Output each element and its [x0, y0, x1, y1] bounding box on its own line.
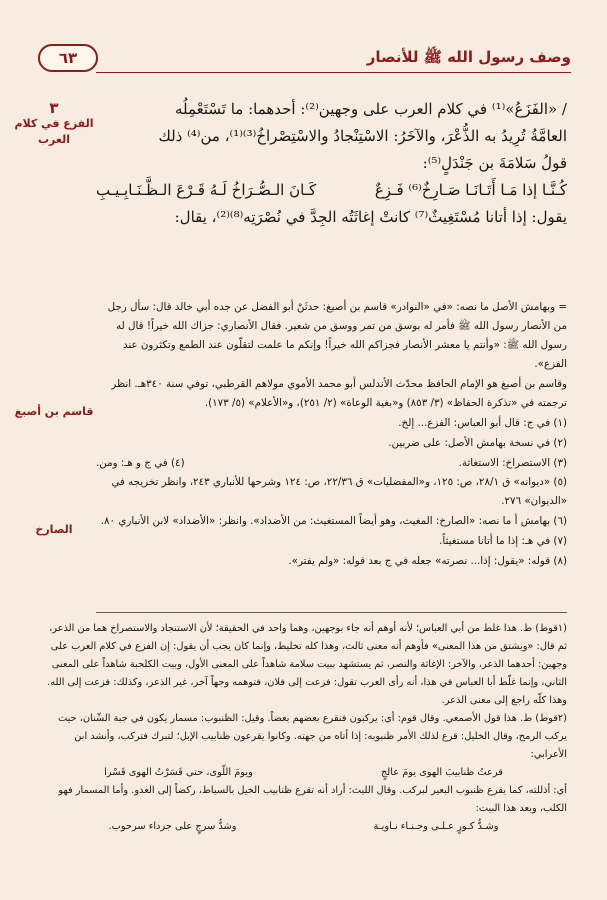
margin-entry-heading: [14, 100, 94, 148]
commentary-2: (٢قوط) ط. هذا قول الأصمعي. وقال قوم: أي: يركبون فنقرع بعضهم بعضاً. وقيل: الظنبوب: مسمار يكون في جبة السِّنان، حيث يركب الرمح، وقال الخليل: قرع لذلك الأمر ظنبوبه: إذا أتاه من جهته. وكانوا يقرعون ظنابيب الإبل؛ لتبرك فتركب، وأنشد ابن الأعرابي:: [57, 713, 567, 760]
page-header: [38, 40, 571, 80]
main-text: [96, 96, 567, 231]
footnote-divider: [96, 612, 567, 613]
footnote-5: (٥) «ديوانه» ق ٢٨/١، ص: ١٢٥، و«المفضليات» ق ٢٢/٣٦، ص: ١٢٤ وشرحها للأنباري ٢٤٣، وانظر تخريجه في «الديوان» ٢٧٦.: [111, 476, 567, 507]
commentary-notes: [40, 620, 567, 836]
footnote-qasim: وقاسم بن أصبغ هو الإمام الحافظ محدّث الأندلس أبو محمد الأموي مولاهم القرطبي، توفي سنة ٣٤٠هـ. انظر ترجمته في «تذكرة الحفاظ» (٣/ ٨٥٣) و«بغية الوعاة» (٢/ ٢٥١)، و«الأعلام» (٥/ ١٧٣).: [111, 378, 567, 409]
footnote-6: (٦) بهامش أ ما نصه: «الصارخ: المغيث، وهو أيضاً المستغيث: من الأضداد». وانظر: «الأضداد» لابن الأنباري ٨٠.: [100, 515, 567, 527]
commentary-verse: [40, 764, 567, 782]
footnote-3: (٣) الاستصراخ: الاستغاثة.: [458, 457, 567, 469]
main-line: قولُ سَلامَةَ بن جَنْدَلٍ⁽⁵⁾:: [422, 154, 567, 172]
footnote-row: [96, 454, 567, 473]
commentary-3: أي: أذللته، كما يقرع ظنبوب البعير لبركب. وقال الليث: أراد أنه تقرع ظنابيب الخيل بالسياط، ركضاً إلى العدو. وأما المسمار فهو الكلب، وبعد هذا البيت:: [58, 785, 567, 814]
main-line: يقول: إذا أتانا مُسْتَغِيثٌ⁽⁷⁾ كانتْ إغاثَتُه الجِدَّ في نُصْرَتِه⁽⁸⁾⁽²⁾، يقال:: [174, 208, 567, 226]
verse-hemistich-first: كُـنَّـا إذا مَـا أَتَـانَـا صَـارِخٌ⁽⁶⁾ فَـزِعٌ: [374, 181, 567, 199]
commentary-1: (١قوط) ط. هذا غلط من أبي العباس؛ لأنه أوهم أنه جاء بوجهين، وهما واحد في الحقيقة؛ لأن الاستنجاد والاستصراخ هما من الذعر، ثم قال: «ويشتق من هذا المعنى» فأوهم أنه معنى ثالث، وهذا كله تخليط، وإنما كان يجب أن يقول: إن الفزع في كلام العرب على وجهين: أحدهما الذعر، والآخر: الإغاثة والنصر، ثم يستشهد ببيت سلامة شاهداً على المعنى الأول، وبيت الكلحبة شاهداً على المعنى الثاني، وإنما غلّط أبا العباس في هذا، أنه رأى العرب تقول: فزعت إلى فلان، فتوهمه وجهاً آخر، غير الذعر، وكذلك: فزعت إلى الله. وهذا كلّه راجع إلى معنى الذعر.: [47, 623, 567, 706]
running-title: وصف رسول الله ﷺ للأنصار: [366, 48, 571, 66]
header-rule: [96, 72, 571, 73]
footnotes: [96, 298, 567, 572]
entry-title: الفزع في كلام العرب: [14, 117, 94, 146]
footnote-7: (٧) في هـ: إذا ما أتانا مستغيثاً.: [439, 535, 567, 547]
verse-hemistich-first: وشـدُّ كـورٍ عـلـى وجـنـاء نـاويـة: [373, 821, 499, 832]
entry-number: ٣: [49, 99, 59, 117]
page-number-badge: ٦٣: [38, 44, 98, 72]
footnote-1: (١) في ج: قال أبو العباس: الفزع... إلخ.: [398, 417, 567, 429]
verse-hemistich-second: ويومَ اللّوى، حتى قَسَرْتُ الهوى قَسْرا: [104, 767, 253, 778]
margin-note-sarikh: الصارخ: [35, 523, 73, 536]
verse-hemistich-second: وشدُّ سرجٍ على جرداء سرحوب.: [108, 821, 237, 832]
footnote-4: (٤) في ج و هـ: ومن.: [96, 457, 185, 469]
footnote-8: (٨) قوله: «يقول: إذا... نصرته» جعله في ج بعد قوله: «ولم يفتر».: [288, 555, 567, 567]
verse-hemistich-second: كَـانَ الـصُّـرَاخُ لَـهُ قَـرْعَ الـظَّـنَـابِـيـبِ: [96, 181, 317, 199]
footnote-continuation: = وبهامش الأصل ما نصه: «في «النوادر» قاسم بن أصبغ: حدثَنْ أبو الفضل عن جده أبي خالد قال: سأل رجل من الأنصار رسول الله ﷺ فأمر له بوسق من تمر ووسق من شعير. فقال الأنصاري: جزاك الله خيراً! قال له رسول الله ﷺ: «وأنتم يا معشر الأنصار فجزاكم الله خيراً! وإنكم ما علمت لتقلّون عند الطمع وتكثرون عند الفزع».: [107, 301, 567, 370]
main-line: العامَّةُ تُرِيدُ به الذُّعْرَ، والآخَرُ: الاسْتِنْجادُ والاسْتِصْراخُ⁽³⁾⁽¹⁾، من⁽⁴⁾ ذلك: [158, 127, 567, 145]
commentary-verse: [40, 818, 567, 836]
verse-hemistich-first: قرعتُ ظنابيبَ الهوى يومَ عالجٍ: [380, 767, 503, 778]
main-line: / «الفَزَعُ»⁽¹⁾ في كلام العرب على وجهين⁽²⁾: أحدهما: ما تَسْتَعْمِلُه: [174, 100, 567, 118]
margin-note-qasim: قاسم بن أصبغ: [14, 405, 94, 418]
footnote-2: (٢) في نسخة بهامش الأصل: على ضربين.: [388, 437, 567, 449]
poem-verse: [96, 177, 567, 204]
